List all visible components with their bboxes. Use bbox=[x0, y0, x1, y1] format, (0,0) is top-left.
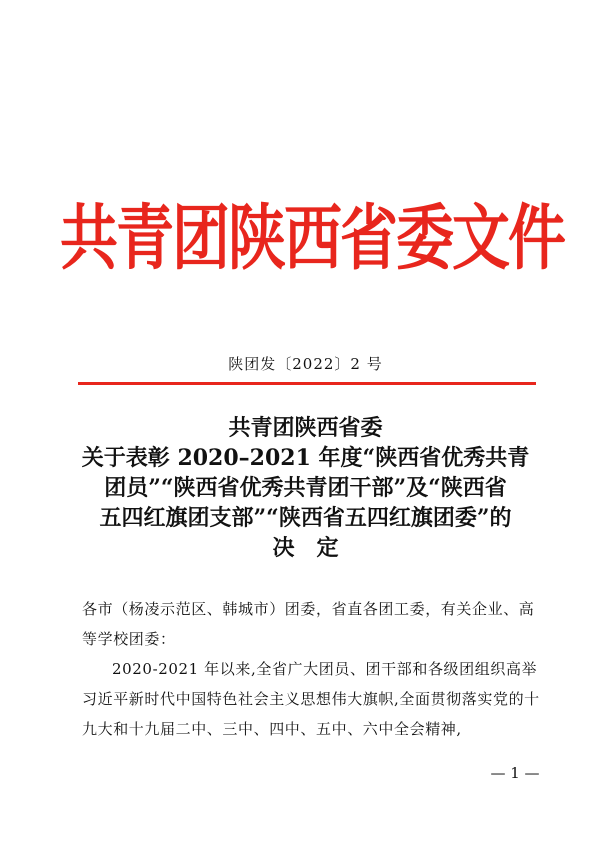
title-line: 决 定 bbox=[272, 535, 339, 561]
title-line: 共青团陕西省委 bbox=[228, 415, 383, 441]
page-number: — 1 — bbox=[490, 764, 540, 782]
title-line: 五四红旗团支部”“陕西省五四红旗团委”的 bbox=[99, 505, 512, 531]
red-divider-rule bbox=[78, 382, 536, 385]
title-line: 团员”“陕西省优秀共青团干部”及“陕西省 bbox=[104, 475, 507, 501]
document-title bbox=[70, 413, 541, 563]
body-paragraph: 2020-2021 年以来,全省广大团员、团干部和各级团组织高举习近平新时代中国特色社会主义思想伟大旗帜,全面贯彻落实党的十九大和十九届二中、三中、四中、五中、六中全会精神, bbox=[82, 660, 540, 738]
document-number: 陕团发〔2022〕2 号 bbox=[228, 355, 383, 373]
document-body bbox=[82, 594, 542, 744]
document-masthead bbox=[60, 196, 565, 280]
title-line: 关于表彰 2020–2021 年度“陕西省优秀共青 bbox=[81, 445, 530, 471]
recipients-paragraph: 各市（杨凌示范区、韩城市）团委，省直各团工委，有关企业、高等学校团委： bbox=[82, 600, 535, 648]
masthead-text: 共青团陕西省委文件 bbox=[60, 196, 565, 280]
